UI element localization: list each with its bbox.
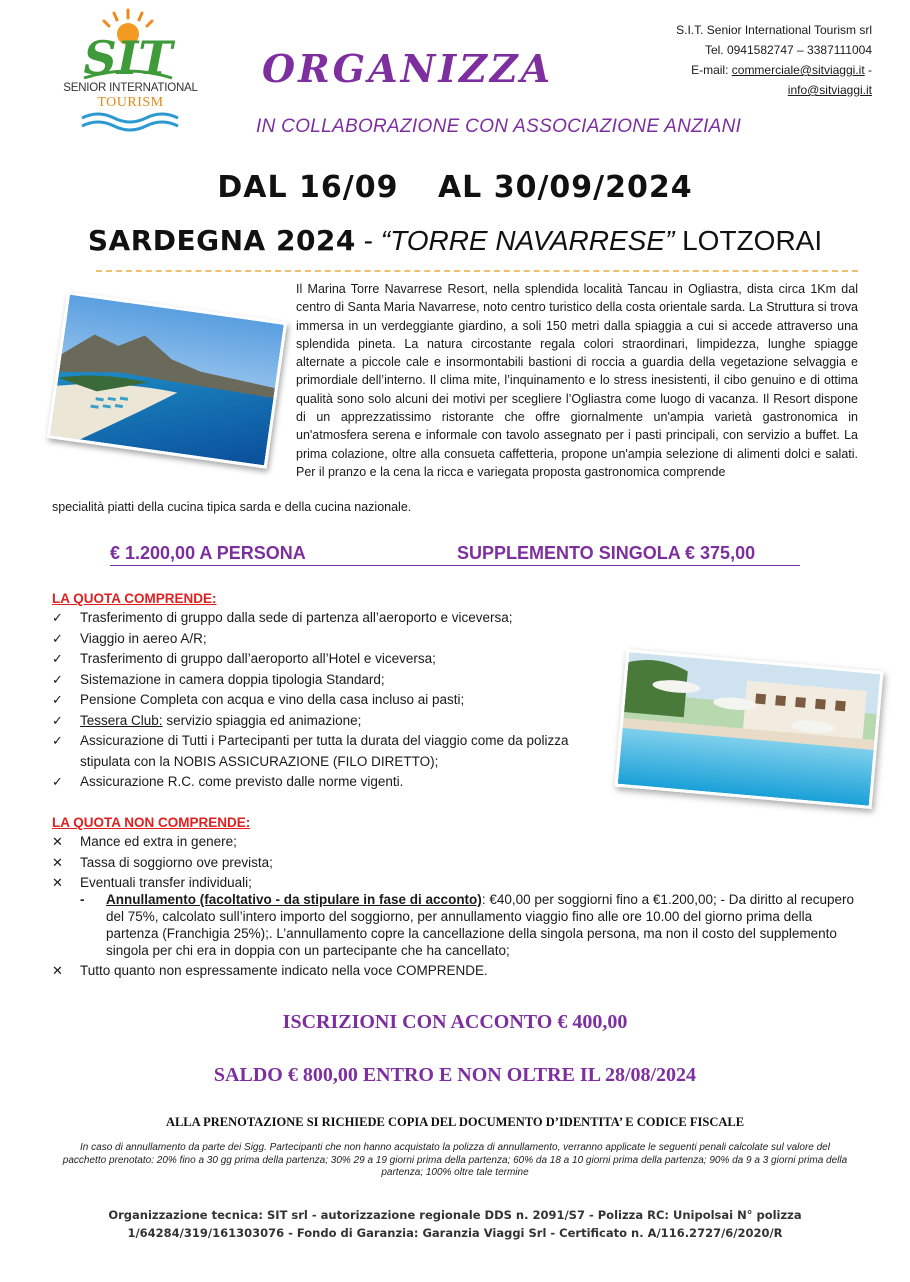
penalties-text: In caso di annullamento da parte dei Sigg. Partecipanti che non hanno acquistato la polizza di annullamento, verranno applicate le seguenti penali calcolate sul valore del pacchetto prenotato: 20% fino a 30 gg prima della partenza; 30% 29 a 19 giorni prima della partenza; 60% da 18 a 10 giorni prima della partenza; 90% da 9 a 3 giorni prima della partenza; 100% oltre tale termine [62,1142,848,1178]
collaboration-subtitle: IN COLLABORAZIONE CON ASSOCIAZIONE ANZIANI [256,116,742,137]
cross-icon: ✕ [52,834,63,849]
documents-notice: ALLA PRENOTAZIONE SI RICHIEDE COPIA DEL DOCUMENTO D’IDENTITA’ E CODICE FISCALE [165,1115,745,1129]
check-icon: ✓ [52,651,63,666]
price-per-person: € 1.200,00 A PERSONA [110,543,306,563]
list-item: ✓ Assicurazione di Tutti i Partecipanti per tutta la durata del viaggio come da polizza stipulata con la NOBIS ASSICURAZIONE (FILO DIRETTO); [52,733,569,769]
single-supplement: SUPPLEMENTO SINGOLA € 375,00 [457,543,756,563]
check-icon: ✓ [52,774,63,789]
destination-title [0,224,910,257]
cross-icon: ✕ [52,854,63,870]
excludes-list [52,832,612,894]
company-email-row [676,60,872,80]
excludes-title: LA QUOTA NON COMPRENDE: [52,815,251,830]
price-underline [110,565,800,566]
cross-icon: ✕ [52,875,63,890]
place-name: LOTZORAI [682,225,823,256]
check-icon: ✓ [52,712,63,728]
check-icon: ✓ [52,630,63,646]
annul-heading: Annullamento (facoltativo - da stipulare in fase di acconto) [106,892,482,907]
email-link[interactable]: commerciale@sitviaggi.it [731,63,865,77]
email-link-info[interactable]: info@sitviaggi.it [787,83,872,97]
org-line-2: 1/64284/319/161303076 - Fondo di Garanzia: Garanzia Viaggi Srl - Certificato n. A/116.2727/6/2020/R [127,1226,783,1240]
list-item: ✕ Mance ed extra in genere; [52,832,612,853]
list-item: ✓ Trasferimento di gruppo dalla sede di partenza all’aeroporto e viceversa; [52,608,612,629]
company-phone: Tel. 0941582747 – 3387111004 [704,43,872,57]
list-item: ✓ Viaggio in aereo A/R; [52,629,612,650]
cross-icon: ✕ [52,963,63,978]
email-separator: - [864,63,872,77]
resort-name: “TORRE NAVARRESE” [380,225,683,256]
list-item: ✕ Tutto quanto non espressamente indicato nella voce COMPRENDE. [52,961,852,982]
check-icon: ✓ [52,692,63,707]
org-line-1: Organizzazione tecnica: SIT srl - autorizzazione regionale DDS n. 2091/S7 - Polizza RC: Unipolsai N° polizza [108,1208,802,1222]
check-icon: ✓ [52,733,63,748]
company-info [676,20,872,100]
trip-dates [0,170,910,205]
logo-line-1: SENIOR INTERNATIONAL [63,82,198,94]
pool-photo [614,649,883,809]
beach-photo [47,291,287,468]
list-item: ✓ Assicurazione R.C. come previsto dalle norme vigenti. [52,772,612,793]
check-icon: ✓ [52,671,63,687]
logo-line-2: TOURISM [97,95,164,110]
organizza-heading: ORGANIZZA [262,46,554,91]
list-item: ✓ Sistemazione in camera doppia tipologia Standard; [52,670,612,691]
resort-description-tail: specialità piatti della cucina tipica sarda e della cucina nazionale. [52,500,412,514]
includes-list [52,608,612,793]
email-label: E-mail: [691,63,729,77]
list-item: ✕ Tassa di soggiorno ove prevista; [52,853,612,874]
date-to: AL 30/09/2024 [437,170,693,205]
sun-icon [44,8,212,88]
technical-organization [60,1206,850,1242]
list-item: ✕ Eventuali transfer individuali; [52,873,612,894]
svg-text:SIT: SIT [83,31,173,85]
date-from: DAL 16/09 [217,170,399,205]
list-item: ✓ Pensione Completa con acqua e vino della casa incluso ai pasti; [52,690,612,711]
balance-line: SALDO € 800,00 ENTRO E NON OLTRE IL 28/08/2024 [213,1064,697,1086]
list-item: ✓ Trasferimento di gruppo dall’aeroporto all’Hotel e viceversa; [52,649,612,670]
sit-logo [44,8,212,138]
annul-text: : €40,00 per soggiorni fino a €1.200,00; - Da diritto al recupero del 75%, calcolato sull’intero importo del soggiorno, per annullamento viaggio fino alle ore 10.00 del giorno prima della partenza (Franchigia 25%);. L’annullamento copre la cancellazione della singola persona, ma non il costo del supplemento singola per chi era in doppia con un partecipante che ha cancellato; [106,892,855,958]
resort-description: Il Marina Torre Navarrese Resort, nella splendida località Tancau in Ogliastra, dista circa 1Km dal centro di Santa Maria Navarrese, noto centro turistico della costa orientale sarda. La Struttura si trova immersa in un verdeggiante giardino, a soli 150 metri dalla spiaggia a cui si accede attraverso una splendida pineta. La natura circostante regala colori straordinari, limpidezza, lunghe spiagge alternate a piccole cale e insormontabili bastioni di roccia a guardia della vegetazione selvaggia e primordiale dell’interno. Il clima mite, l’inquinamento e lo stress inesistenti, il cibo genuino e di ottima qualità sono solo alcuni dei motivi per scegliere l’Ogliastra come luogo di vacanza. Il Resort dispone di un apprezzatissimo ristorante che offre giornalmente un'ampia varietà gastronomica in un'atmosfera serena e informale con tavolo assegnato per i pasti principali, con servizio a buffet. La prima colazione, oltre alla consueta caffetteria, propone un'ampia selezione di alimenti dolci e salati. Per il pranzo e la cena la ricca e variegata proposta gastronomica comprende [296,282,858,479]
cancellation-insurance [80,891,862,959]
check-icon: ✓ [52,610,63,625]
company-name: S.I.T. Senior International Tourism srl [676,23,872,37]
waves-icon [44,110,212,140]
excludes-last [52,961,852,982]
deposit-line: ISCRIZIONI CON ACCONTO € 400,00 [282,1011,628,1033]
title-separator: - [355,225,381,256]
list-item: ✓ Tessera Club: servizio spiaggia ed animazione; [52,711,612,732]
region: SARDEGNA 2024 [87,224,356,257]
annul-dash: - [80,892,85,907]
divider [96,270,858,272]
includes-title: LA QUOTA COMPRENDE: [52,591,217,606]
tessera-label: Tessera Club: [80,712,163,728]
